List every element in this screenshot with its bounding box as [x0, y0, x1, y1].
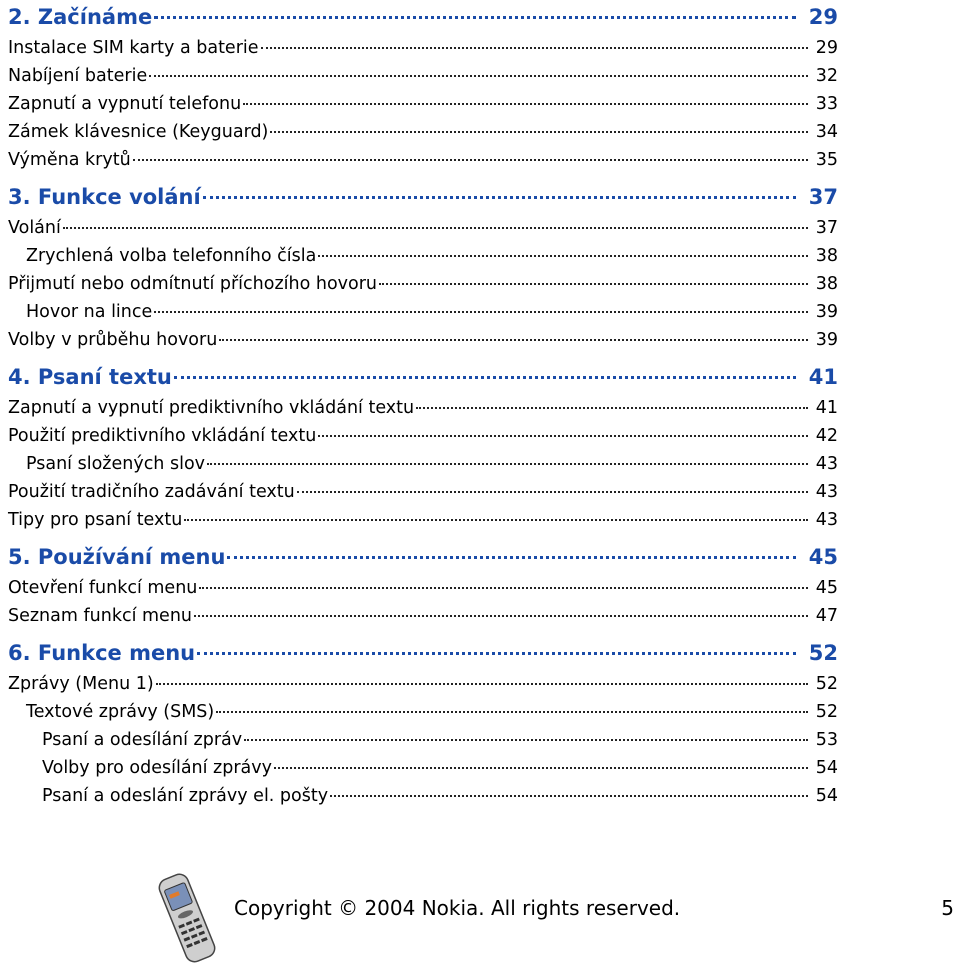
dot-leader: [379, 283, 808, 285]
toc-entry-label: Textové zprávy (SMS): [26, 702, 215, 722]
toc-entry-page: 43: [815, 510, 838, 530]
toc-entry-page: 43: [815, 454, 838, 474]
toc-entry-label: Psaní a odeslání zprávy el. pošty: [42, 786, 329, 806]
toc-entry-label: Zapnutí a vypnutí telefonu: [8, 94, 242, 114]
toc-entry-label: Volby v průběhu hovoru: [8, 330, 218, 350]
toc-entry[interactable]: [8, 394, 838, 422]
toc-entry-page: 39: [815, 302, 838, 322]
toc-entry[interactable]: [8, 214, 838, 242]
toc-entry-page: 52: [815, 674, 838, 694]
toc-entry-page: 42: [815, 426, 838, 446]
copyright-text: Copyright © 2004 Nokia. All rights reserved.: [234, 896, 681, 920]
toc-entry[interactable]: [8, 478, 838, 506]
dot-leader: [318, 255, 808, 257]
dot-leader: [274, 767, 808, 769]
toc-entry-page: 54: [815, 758, 838, 778]
dot-leader: [63, 227, 808, 229]
toc-chapter-heading-page: 41: [808, 365, 838, 389]
toc-entry-page: 45: [815, 578, 838, 598]
toc-entry-page: 34: [815, 122, 838, 142]
toc-entry[interactable]: [8, 118, 838, 146]
toc-entry-label: Zrychlená volba telefonního čísla: [26, 246, 317, 266]
toc-entry[interactable]: [8, 450, 838, 478]
toc-entry-page: 47: [815, 606, 838, 626]
toc-chapter-heading[interactable]: [8, 540, 838, 574]
toc-chapter-heading-label: 2. Začínáme: [8, 5, 153, 29]
dot-leader: [270, 131, 808, 133]
toc-chapter-heading-label: 4. Psaní textu: [8, 365, 172, 389]
toc-entry-label: Použití prediktivního vkládání textu: [8, 426, 317, 446]
toc-chapter-heading-label: 5. Používání menu: [8, 545, 226, 569]
toc-entry[interactable]: [8, 90, 838, 118]
toc-entry-page: 33: [815, 94, 838, 114]
toc-entry[interactable]: [8, 754, 838, 782]
dot-leader: [184, 519, 808, 521]
toc-entry-label: Volby pro odesílání zprávy: [42, 758, 272, 778]
toc-entry-label: Nabíjení baterie: [8, 66, 148, 86]
toc-chapter-heading-page: 29: [808, 5, 838, 29]
toc-entry-page: 39: [815, 330, 838, 350]
toc-entry-page: 32: [815, 66, 838, 86]
dot-leader: [203, 196, 796, 199]
dot-leader: [261, 47, 808, 49]
toc-entry[interactable]: [8, 326, 838, 354]
toc-entry-label: Zapnutí a vypnutí prediktivního vkládání textu: [8, 398, 415, 418]
toc-entry[interactable]: [8, 574, 838, 602]
dot-leader: [227, 556, 796, 559]
toc-entry[interactable]: [8, 602, 838, 630]
dot-leader: [156, 683, 808, 685]
toc-entry-label: Psaní složených slov: [26, 454, 206, 474]
toc-chapter-heading[interactable]: [8, 360, 838, 394]
toc-entry-label: Seznam funkcí menu: [8, 606, 193, 626]
toc-entry[interactable]: [8, 270, 838, 298]
toc-entry-page: 38: [815, 274, 838, 294]
dot-leader: [219, 339, 808, 341]
toc-entry[interactable]: [8, 782, 838, 810]
toc-entry[interactable]: [8, 670, 838, 698]
dot-leader: [199, 587, 808, 589]
toc-entry-page: 52: [815, 702, 838, 722]
toc-section: [8, 0, 838, 174]
toc-entry-label: Výměna krytů: [8, 150, 131, 170]
dot-leader: [297, 491, 808, 493]
toc-entry[interactable]: [8, 34, 838, 62]
dot-leader: [154, 16, 796, 19]
toc-entry[interactable]: [8, 698, 838, 726]
toc-chapter-heading-page: 37: [808, 185, 838, 209]
toc-chapter-heading[interactable]: [8, 180, 838, 214]
page-number: 5: [941, 896, 954, 920]
toc-entry-label: Instalace SIM karty a baterie: [8, 38, 259, 58]
toc-entry-label: Přijmutí nebo odmítnutí příchozího hovoru: [8, 274, 378, 294]
toc-chapter-heading-page: 45: [808, 545, 838, 569]
toc-chapter-heading[interactable]: [8, 636, 838, 670]
dot-leader: [174, 376, 796, 379]
dot-leader: [330, 795, 808, 797]
toc-entry-label: Volání: [8, 218, 61, 238]
toc-section: [8, 540, 838, 630]
toc-entry-label: Psaní a odesílání zpráv: [42, 730, 243, 750]
table-of-contents: [8, 0, 838, 816]
dot-leader: [216, 711, 808, 713]
toc-entry-label: Použití tradičního zadávání textu: [8, 482, 295, 502]
dot-leader: [149, 75, 808, 77]
toc-entry[interactable]: [8, 146, 838, 174]
toc-section: [8, 636, 838, 810]
toc-chapter-heading-page: 52: [808, 641, 838, 665]
toc-entry[interactable]: [8, 242, 838, 270]
dot-leader: [416, 407, 808, 409]
toc-entry[interactable]: [8, 422, 838, 450]
toc-section: [8, 360, 838, 534]
dot-leader: [197, 652, 796, 655]
toc-entry-page: 41: [815, 398, 838, 418]
toc-entry-label: Zámek klávesnice (Keyguard): [8, 122, 269, 142]
dot-leader: [194, 615, 808, 617]
dot-leader: [318, 435, 808, 437]
toc-entry-label: Tipy pro psaní textu: [8, 510, 183, 530]
toc-chapter-heading-label: 3. Funkce volání: [8, 185, 201, 209]
toc-chapter-heading-label: 6. Funkce menu: [8, 641, 196, 665]
toc-entry-page: 29: [815, 38, 838, 58]
toc-entry-page: 54: [815, 786, 838, 806]
toc-entry-page: 37: [815, 218, 838, 238]
toc-entry-label: Hovor na lince: [26, 302, 153, 322]
toc-entry[interactable]: [8, 726, 838, 754]
toc-chapter-heading[interactable]: [8, 0, 838, 34]
dot-leader: [244, 739, 808, 741]
dot-leader: [133, 159, 808, 161]
toc-entry[interactable]: [8, 298, 838, 326]
dot-leader: [154, 311, 808, 313]
toc-entry-label: Otevření funkcí menu: [8, 578, 198, 598]
toc-entry[interactable]: [8, 62, 838, 90]
toc-section: [8, 180, 838, 354]
toc-entry-page: 35: [815, 150, 838, 170]
toc-entry-label: Zprávy (Menu 1): [8, 674, 154, 694]
dot-leader: [207, 463, 808, 465]
page-footer: [0, 868, 960, 966]
toc-entry-page: 43: [815, 482, 838, 502]
toc-entry-page: 38: [815, 246, 838, 266]
nokia-phone-icon: [152, 872, 222, 964]
toc-entry[interactable]: [8, 506, 838, 534]
toc-entry-page: 53: [815, 730, 838, 750]
dot-leader: [243, 103, 808, 105]
